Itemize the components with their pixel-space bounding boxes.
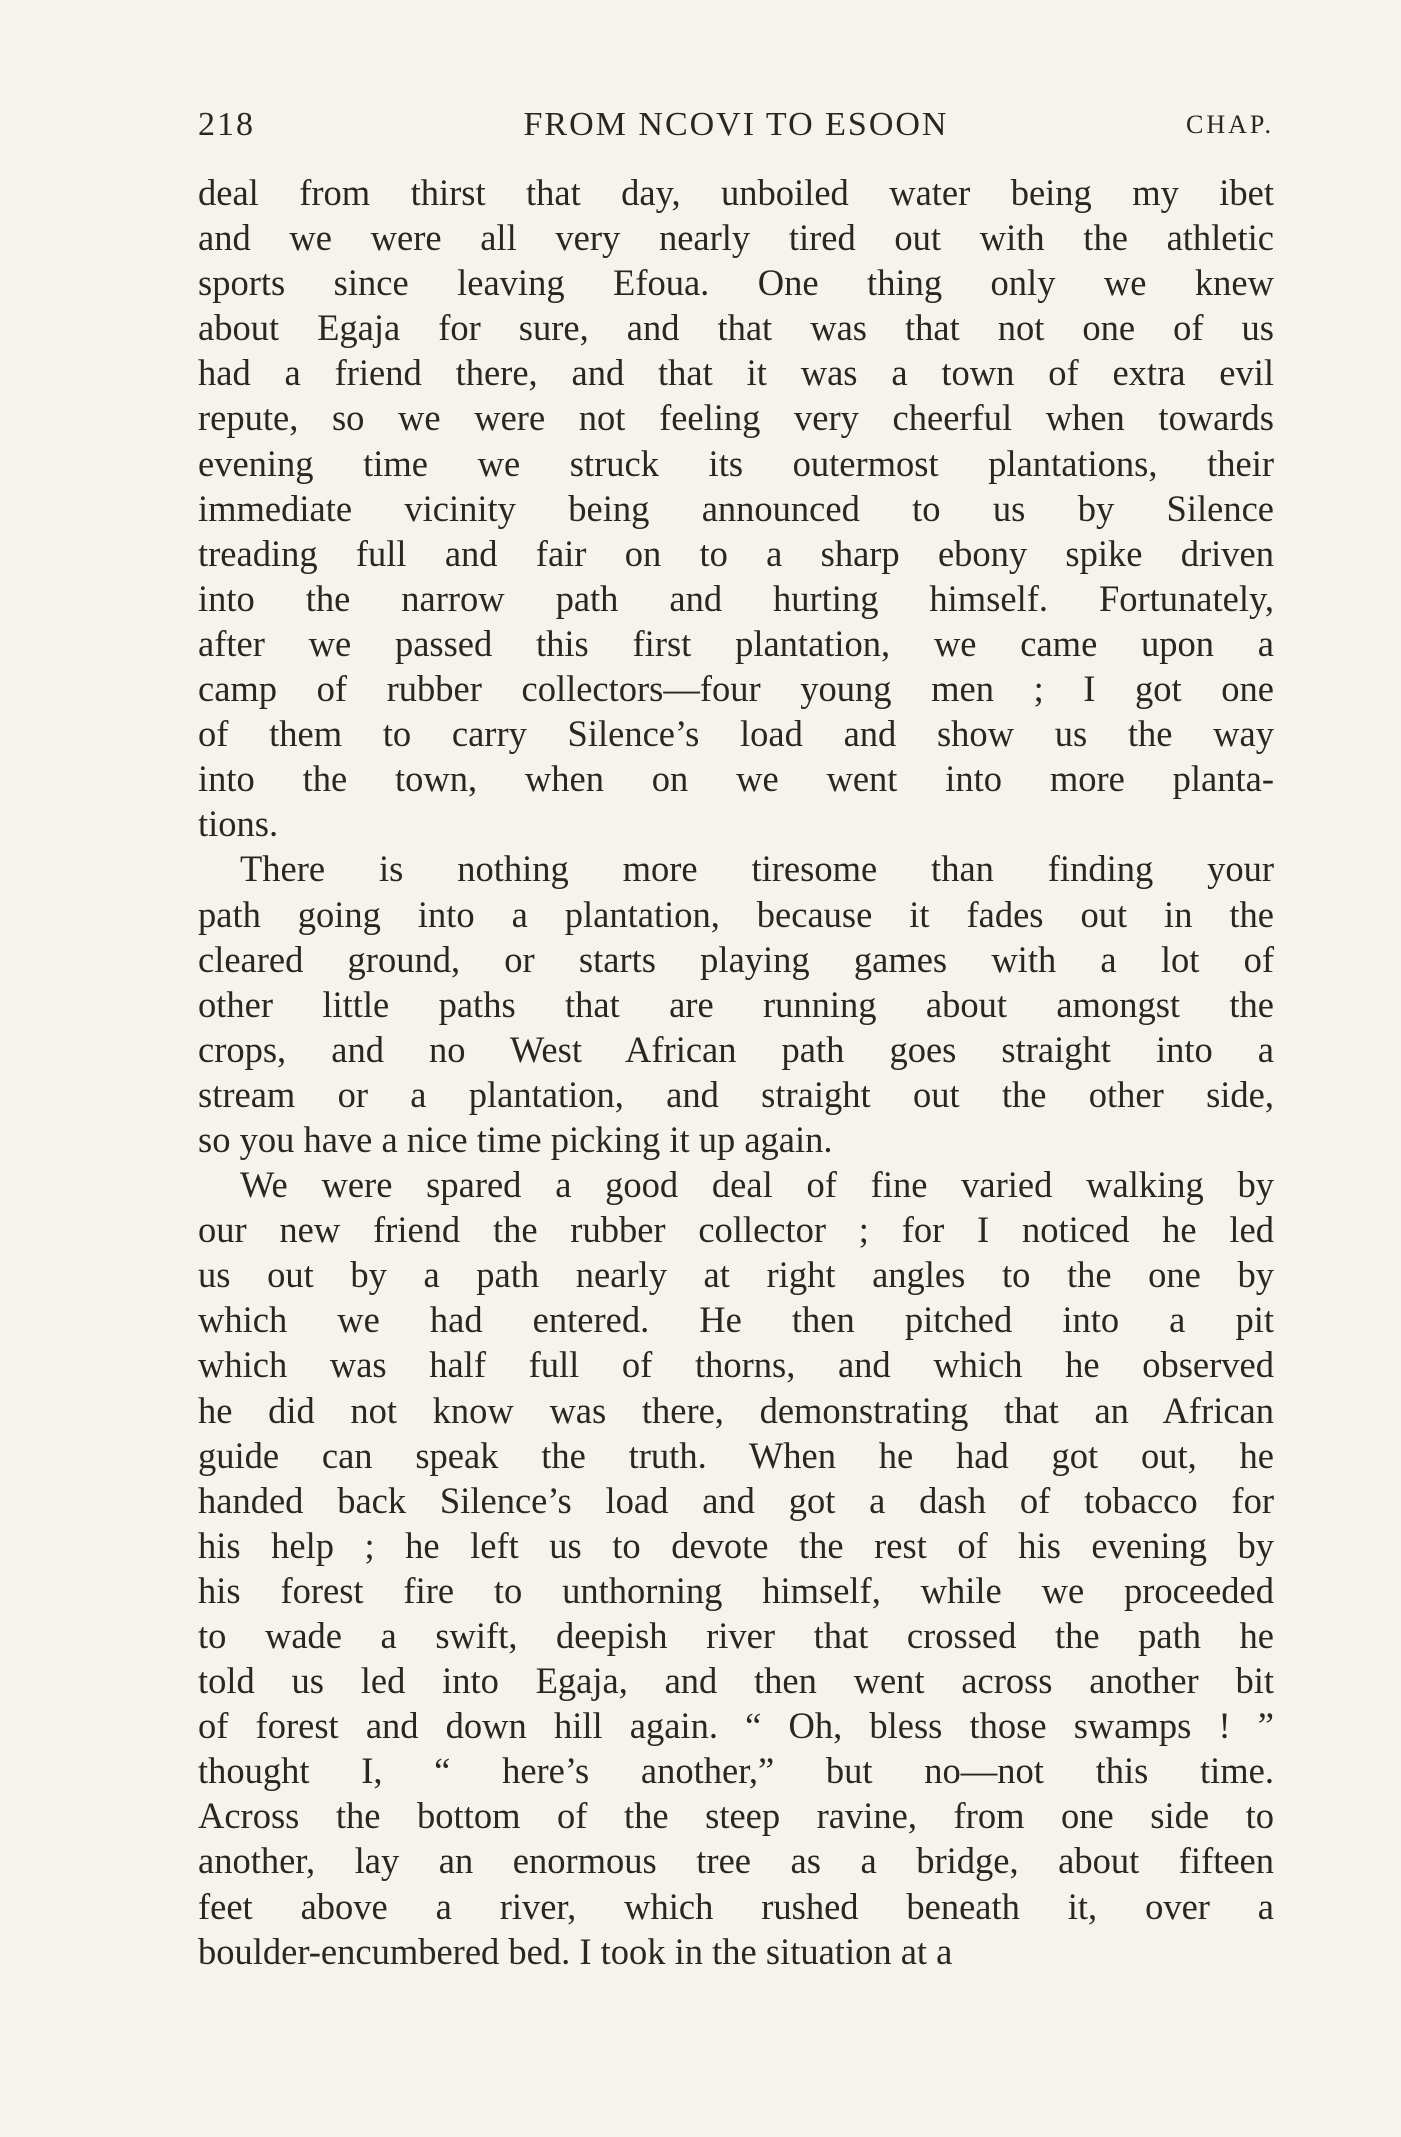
text-line: to wade a swift, deepish river that crossed the path he [198, 1615, 1274, 1656]
text-line: which was half full of thorns, and which he observed [198, 1344, 1274, 1386]
text-line: and we were all very nearly tired out with the athletic [198, 217, 1274, 259]
text-line: repute, so we were not feeling very cheerful when towards [198, 397, 1274, 439]
text-line: deal from thirst that day, unboiled water being my ibet [198, 172, 1274, 213]
text-line: after we passed this first plantation, we came upon a [198, 622, 1274, 664]
text-line: other little paths that are running about amongst the [198, 983, 1274, 1025]
paragraph [198, 1162, 1274, 1974]
text-line: camp of rubber collectors—four young men ; I got one [198, 668, 1274, 710]
page-number: 218 [198, 106, 255, 143]
text-line: told us led into Egaja, and then went across another bit [198, 1660, 1274, 1702]
text-line: which we had entered. He then pitched into a pit [198, 1299, 1274, 1341]
paragraph [198, 170, 1274, 846]
text-line: our new friend the rubber collector ; for I noticed he led [198, 1209, 1274, 1251]
text-line: about Egaja for sure, and that was that not one of us [198, 307, 1274, 349]
paragraph [198, 846, 1274, 1162]
text-line: guide can speak the truth. When he had got out, he [198, 1434, 1274, 1476]
text-line: of forest and down hill again. “ Oh, bless those swamps ! ” [198, 1705, 1274, 1747]
text-line: crops, and no West African path goes straight into a [198, 1028, 1274, 1070]
text-line: path going into a plantation, because it fades out in the [198, 893, 1274, 935]
text-line: another, lay an enormous tree as a bridge, about fifteen [198, 1840, 1274, 1882]
text-line: evening time we struck its outermost plantations, their [198, 442, 1274, 484]
text-line: tions. [198, 803, 279, 845]
text-line: had a friend there, and that it was a town of extra evil [198, 352, 1274, 394]
text-line: sports since leaving Efoua. One thing only we knew [198, 262, 1274, 304]
text-line: stream or a plantation, and straight out the other side, [198, 1073, 1274, 1115]
text-line: treading full and fair on to a sharp ebony spike driven [198, 532, 1274, 574]
text-line: us out by a path nearly at right angles to the one by [198, 1254, 1274, 1296]
body-text [198, 170, 1274, 1974]
text-line: There is nothing more tiresome than finding your [240, 848, 1274, 890]
text-line: he did not know was there, demonstrating that an African [198, 1389, 1274, 1431]
text-line: thought I, “ here’s another,” but no—not this time. [198, 1750, 1274, 1792]
text-line: of them to carry Silence’s load and show us the way [198, 713, 1274, 755]
text-line: his help ; he left us to devote the rest of his evening by [198, 1524, 1274, 1566]
text-line: into the town, when on we went into more planta- [198, 758, 1274, 800]
text-line: cleared ground, or starts playing games with a lot of [198, 938, 1274, 980]
text-line: We were spared a good deal of fine varied walking by [240, 1164, 1274, 1206]
chapter-abbrev: CHAP. [1186, 110, 1274, 139]
text-line: so you have a nice time picking it up again. [198, 1118, 833, 1160]
text-line: his forest fire to unthorning himself, while we proceeded [198, 1569, 1274, 1611]
text-line: feet above a river, which rushed beneath it, over a [198, 1885, 1274, 1927]
running-header [198, 103, 1274, 147]
text-line: immediate vicinity being announced to us by Silence [198, 487, 1274, 529]
text-line: handed back Silence’s load and got a dash of tobacco for [198, 1479, 1274, 1521]
running-title: FROM NCOVI TO ESOON [523, 106, 949, 143]
text-line: Across the bottom of the steep ravine, from one side to [198, 1795, 1274, 1837]
text-line: into the narrow path and hurting himself. Fortunately, [198, 577, 1274, 619]
text-line: boulder-encumbered bed. I took in the situation at a [198, 1930, 953, 1972]
